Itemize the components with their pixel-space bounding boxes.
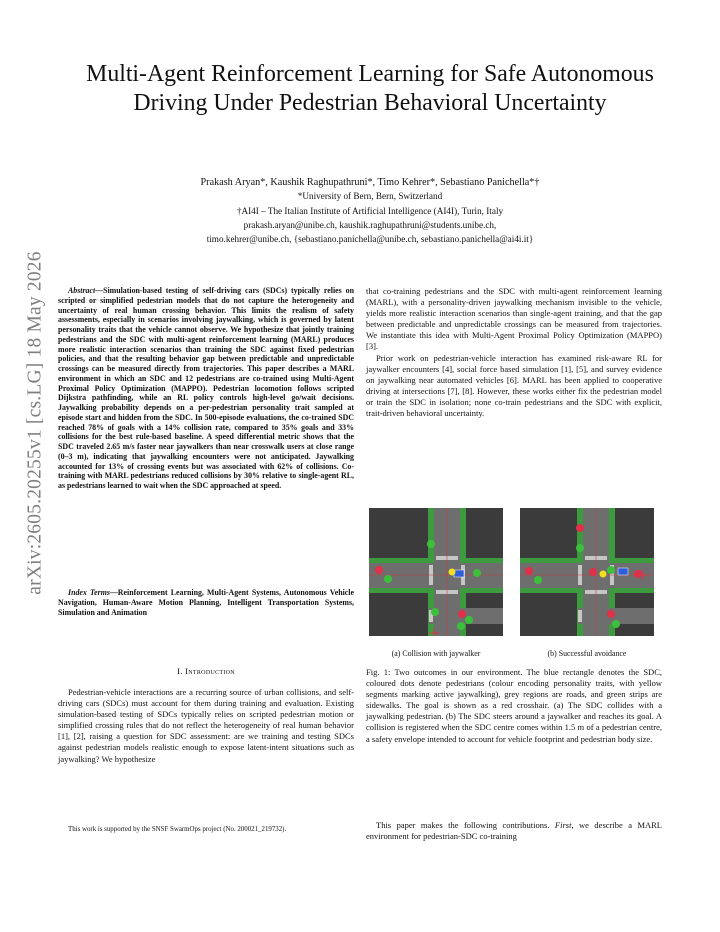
abstract xyxy=(58,286,354,491)
affiliation-bern: *University of Bern, Bern, Switzerland xyxy=(297,191,443,201)
arxiv-identifier xyxy=(18,251,54,595)
pedestrian xyxy=(607,610,615,618)
funding-footnote: This work is supported by the SNSF SwarmOps project (No. 200021_219732). xyxy=(68,826,287,833)
crosswalk xyxy=(578,610,582,622)
intro-paragraph-continued: that co-training pedestrians and the SDC with multi-agent reinforcement learning (MARL), with a personality-driven jaywalking mechanism invisible to the vehicle, yields more realistic interaction scenarios than single-agent training, and that the gap between predictable and unpredictable crossings can be measured from trajectories. We instantiate this idea with Multi-Agent Proximal Policy Optimization (MAPPO) [3]. xyxy=(366,286,662,352)
author-list: Prakash Aryan*, Kaushik Raghupathruni*, Timo Kehrer*, Sebastiano Panichella*† xyxy=(200,177,540,188)
subcaption-a: (a) Collision with jaywalker xyxy=(391,649,481,658)
prior-work-paragraph: Prior work on pedestrian-vehicle interaction has examined risk-aware RL for jaywalker encounters [4], social force based simulation [1], [5], and survey evidence on jaywalking near automated vehicles [6]. MARL has been applied to cooperative driving at intersections [7], [8]. However, these works either fix the pedestrian model or train the SDC in isolation; none co-train pedestrians and the SDC with explicit, trait-driven behavioral uncertainty. xyxy=(366,353,662,419)
pedestrian xyxy=(534,576,542,584)
abstract-text: —Simulation-based testing of self-driving cars (SDCs) typically relies on scripted or simplified pedestrian models that do not capture the heterogeneity and uncertainty of real human crossing behavior. This limits the realism of safety assessments, especially in scenarios involving jaywalking, which is governed by latent personality traits that the vehicle cannot observe. We hypothesize that jointly training pedestrians and the SDC with multi-agent reinforcement learning (MARL) produces more realistic interaction scenarios than training the SDC against fixed pedestrian policies, and that the resulting behavior gap between predictable and unpredictable crossings can be measured directly from trajectories. This paper describes a MARL environment in which an SDC and 12 pedestrians are co-trained using Multi-Agent Proximal Policy Optimization (MAPPO). Pedestrian locomotion follows scripted Dijkstra pathfinding, while an RL policy controls high-level go/wait decisions. Jaywalking probability depends on a per-pedestrian personality trait sampled at episode start and hidden from the SDC. In 500-episode evaluations, the co-trained SDC reached 78% of goals with a 14% collision rate, compared to 35% goals and 33% collisions for the best rule-based baseline. A speed differential metric shows that the SDC traveled 2.65 m/s faster near jaywalkers than near crosswalk users at close range (0–3 m), indicating that jaywalking encounters were not anticipated. Jaywalking accounted for 13% of crossing events but was associated with 62% of collisions. Co-training with MARL pedestrians reduced collisions by 30% relative to single-agent RL, as pedestrians learned to wait when the SDC approached at speed. xyxy=(58,286,354,490)
pedestrian xyxy=(525,567,533,575)
intersection-scene-b xyxy=(520,508,654,636)
pedestrian xyxy=(600,571,607,578)
index-terms-text: —Reinforcement Learning, Multi-Agent Systems, Autonomous Vehicle Navigation, Human-Aware Motion Planning, Intelligent Transportation Systems, Simulation and Animation xyxy=(58,588,354,617)
pedestrian xyxy=(384,575,392,583)
pedestrian xyxy=(427,540,435,548)
pedestrian xyxy=(465,616,473,624)
intersection-scene-a xyxy=(369,508,503,636)
abstract-label: Abstract xyxy=(68,286,96,295)
arxiv-identifier-text: arXiv:2605.20255v1 [cs.LG] 18 May 2026 xyxy=(25,251,47,595)
pedestrian xyxy=(449,569,456,576)
pedestrian xyxy=(457,622,465,630)
introduction-paragraph: Pedestrian-vehicle interactions are a recurring source of urban collisions, and self-driving cars (SDCs) must account for them during training and evaluation. Existing simulation-based testing of SDCs typically relies on scripted pedestrian motion or simplified crossing rules that do not reflect the heterogeneity of real human behavior [1], [2], raising a question for SDC assessment: are we training and testing SDCs against pedestrian models realistic enough to expose latent-intent situations such as jaywalking? We hypothesize xyxy=(58,687,354,764)
figure-collision-with-jaywalker xyxy=(369,508,503,636)
paper-title: Multi-Agent Reinforcement Learning for Safe Autonomous Driving Under Pedestrian Behavioral Uncertainty xyxy=(86,61,654,116)
author-emails-2: timo.kehrer@unibe.ch, {sebastiano.panichella@unibe.ch, sebastiano.panichella@ai4i.it} xyxy=(206,234,534,244)
road-horizontal xyxy=(520,563,654,588)
subcaption-b: (b) Successful avoidance xyxy=(547,649,627,658)
pedestrian xyxy=(612,620,620,628)
contributions-paragraph xyxy=(366,820,662,842)
sdc-vehicle xyxy=(618,568,628,575)
sdc-vehicle xyxy=(454,570,464,577)
affiliation-ai4i: †AI4I – The Italian Institute of Artificial Intelligence (AI4I), Turin, Italy xyxy=(236,206,504,216)
contributions-text: , we describe a MARL environment for pedestrian-SDC co-training xyxy=(366,820,663,842)
figure-caption: Fig. 1: Two outcomes in our environment. The blue rectangle denotes the SDC, coloured dots denote pedestrians (colour encoding personality traits, with yellow segments marking active jaywalking), grey regions are roads, and green strips are sidewalks. The goal is shown as a red crosshair. (a) The SDC collides with a jaywalking pedestrian. (b) The SDC steers around a jaywalker and reaches its goal. A collision is registered when the SDC centre comes within 1.5 m of a pedestrian centre, a safety envelope intended to account for vehicle footprint and pedestrian body size. xyxy=(366,667,662,744)
pedestrian xyxy=(576,544,584,552)
pedestrian xyxy=(431,608,439,616)
pedestrian xyxy=(589,568,597,576)
contributions-prefix: This paper makes the following contributions. xyxy=(376,820,555,830)
index-terms-label: Index Terms xyxy=(68,588,110,597)
figure-successful-avoidance xyxy=(520,508,654,636)
pedestrian xyxy=(375,566,383,574)
pedestrian xyxy=(634,570,642,578)
pedestrian xyxy=(607,566,615,574)
author-emails-1: prakash.aryan@unibe.ch, kaushik.raghupathruni@students.unibe.ch, xyxy=(243,220,497,230)
pedestrian xyxy=(473,569,481,577)
section-heading-introduction: I. Introduction xyxy=(177,666,235,676)
contributions-first: First xyxy=(554,820,572,830)
pedestrian xyxy=(458,610,466,618)
pedestrian xyxy=(576,524,584,532)
index-terms xyxy=(58,588,354,617)
